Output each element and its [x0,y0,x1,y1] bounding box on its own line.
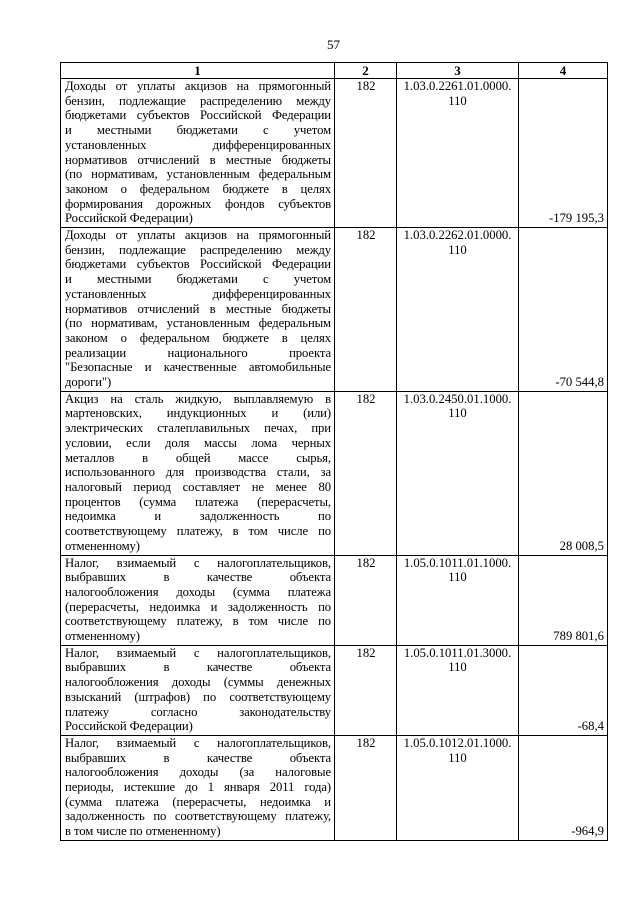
amount-cell: -179 195,3 [519,79,608,228]
description-line: отмененному) [65,538,140,553]
amount-cell: -70 544,8 [519,228,608,392]
description-line: процентов (сумма платежа (перерасчеты, [65,494,331,509]
description-cell [61,555,335,645]
classification-code-line: 1.05.0.1012.01.1000. [403,735,512,750]
description-line: Акциз на сталь жидкую, выплавляемую в [65,391,331,406]
description-line: Российской Федерации) [65,211,193,226]
description-line: выбравших в качестве объекта [65,750,331,765]
description-cell [61,735,335,840]
description-line: формирования дорожных фондов субъектов [65,196,331,211]
description-line: законом о федеральном бюджете в целях [65,330,331,345]
column-header-2: 2 [335,63,397,79]
description-line: (перерасчеты, недоимка и задолженность по [65,599,331,614]
classification-code-cell [397,228,519,392]
description-line: Налог, взимаемый с налогоплательщиков, [65,555,331,570]
table-body [61,79,608,841]
code-cell: 182 [335,735,397,840]
classification-code-line: 110 [448,93,467,108]
description-line: бюджетами субъектов Российской Федерации [65,257,331,272]
description-line: бензин, подлежащие распределению между [65,242,331,257]
classification-code-line: 1.03.0.2262.01.0000. [403,228,512,243]
table-row [61,79,608,228]
classification-code-cell [397,735,519,840]
amount-cell: -68,4 [519,645,608,735]
description-line: налогообложения доходы (сумма платежа [65,584,331,599]
description-line: Российской Федерации) [65,719,193,734]
description-line: электрических сталеплавильных печах, при [65,421,331,436]
description-line: и местными бюджетами с учетом [65,272,331,287]
description-line: соответствующему платежу, в том числе по [65,524,331,539]
classification-code-cell [397,555,519,645]
description-line: (сумма платежа (перерасчеты, недоимка и [65,794,331,809]
description-line: Доходы от уплаты акцизов на прямогонный [65,79,331,93]
code-cell: 182 [335,391,397,555]
description-line: платежу согласно законодательству [65,704,331,719]
description-line: (по нормативам, установленным федеральным [65,167,331,182]
table-row [61,735,608,840]
description-line: законом о федеральном бюджете в целях [65,181,331,196]
classification-code-line: 110 [448,242,467,257]
description-line: взысканий (штрафов) по соответствующему [65,689,331,704]
description-line: (по нормативам, установленным федеральным [65,316,331,331]
description-line: налоговый период составляет не менее 80 [65,479,331,494]
classification-code-cell [397,79,519,228]
description-line: реализации национального проекта [65,345,331,360]
column-header-3: 3 [397,63,519,79]
description-line: дороги") [65,375,112,390]
description-line: и местными бюджетами с учетом [65,123,331,138]
description-line: "Безопасные и качественные автомобильные [65,360,331,375]
classification-code-line: 110 [448,570,467,585]
classification-code-line: 1.03.0.2261.01.0000. [403,79,512,93]
classification-code-line: 110 [448,660,467,675]
description-line: отмененному) [65,629,140,644]
amount-cell: 789 801,6 [519,555,608,645]
table-header-row [61,63,608,79]
description-line: Доходы от уплаты акцизов на прямогонный [65,228,331,243]
classification-code-cell [397,645,519,735]
description-cell [61,645,335,735]
description-line: нормативов отчислений в местные бюджеты [65,152,331,167]
code-cell: 182 [335,555,397,645]
code-cell: 182 [335,228,397,392]
table-row [61,555,608,645]
table-row [61,391,608,555]
description-line: условии, если доля массы лома черных [65,435,331,450]
description-line: налогообложения доходы (суммы денежных [65,675,331,690]
description-line: выбравших в качестве объекта [65,570,331,585]
description-line: установленных дифференцированных [65,137,331,152]
code-cell: 182 [335,79,397,228]
description-line: выбравших в качестве объекта [65,660,331,675]
classification-code-line: 110 [448,750,467,765]
classification-code-cell [397,391,519,555]
description-line: мартеновских, индукционных и (или) [65,406,331,421]
description-cell [61,79,335,228]
description-line: задолженность по соответствующему платежу, [65,809,331,824]
amount-cell: 28 008,5 [519,391,608,555]
column-header-1: 1 [61,63,335,79]
classification-code-line: 1.03.0.2450.01.1000. [403,391,512,406]
description-line: недоимка и задолженность по [65,509,331,524]
description-line: в том числе по отмененному) [65,824,221,839]
description-line: периоды, истекшие до 1 января 2011 года) [65,780,331,795]
table-row [61,645,608,735]
description-line: бензин, подлежащие распределению между [65,93,331,108]
revenue-table [60,62,608,841]
description-line: бюджетами субъектов Российской Федерации [65,108,331,123]
table-row [61,228,608,392]
page-number: 57 [327,37,340,52]
description-cell [61,391,335,555]
table-head [61,63,608,79]
classification-code-line: 1.05.0.1011.01.3000. [403,645,512,660]
amount-cell: -964,9 [519,735,608,840]
column-header-4: 4 [519,63,608,79]
classification-code-line: 1.05.0.1011.01.1000. [403,555,512,570]
description-line: Налог, взимаемый с налогоплательщиков, [65,735,331,750]
description-line: соответствующему платежу, в том числе по [65,614,331,629]
description-line: металлов в общей массе сырья, [65,450,331,465]
description-cell [61,228,335,392]
description-line: установленных дифференцированных [65,286,331,301]
code-cell: 182 [335,645,397,735]
description-line: налогообложения доходы (за налоговые [65,765,331,780]
description-line: Налог, взимаемый с налогоплательщиков, [65,645,331,660]
description-line: использованного для производства стали, за [65,465,331,480]
description-line: нормативов отчислений в местные бюджеты [65,301,331,316]
classification-code-line: 110 [448,406,467,421]
